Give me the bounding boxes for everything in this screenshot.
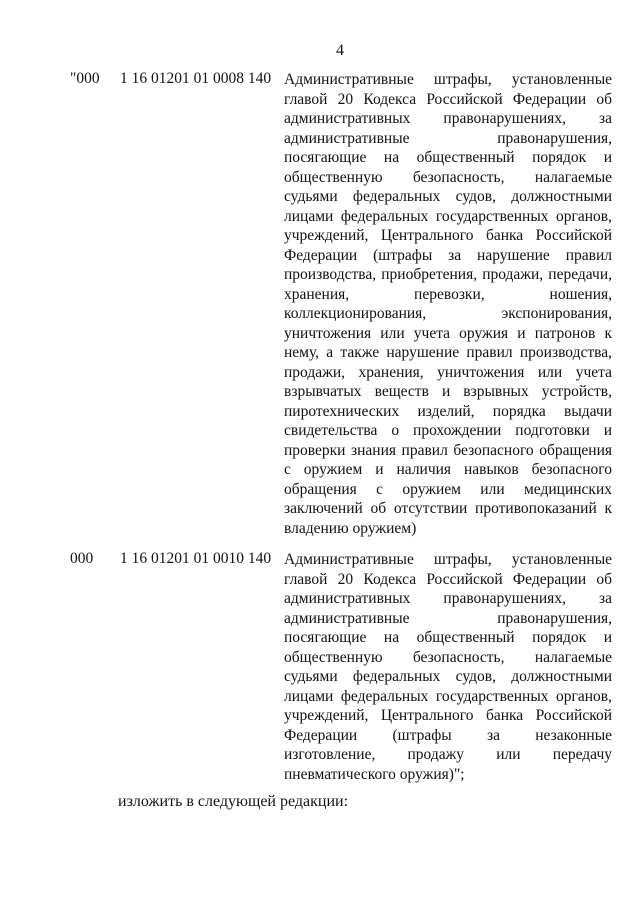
revenue-description: Административные штрафы, установленные главой 20 Кодекса Российской Федерации об административных правонарушениях, за административные правонарушения, посягающие на общественный порядок и общественную безопасность, налагаемые судьями федеральных судов, должностными лицами федеральных государственных органов, учреждений, Центрального банка Российской Федерации (штрафы за нарушение правил производства, приобретения, продажи, передачи, хранения, перевозки, ношения, коллекционирования, экспонирования, уничтожения или учета оружия и патронов к нему, а также нарушение правил производства, продажи, хранения, уничтожения или учета взрывчатых веществ и взрывных устройств, пиротехнических изделий, порядка выдачи свидетельства о прохождении подготовки и проверки знания правил безопасного обращения с оружием и наличия навыков безопасного обращения с оружием или медицинских заключений об отсутствии противопоказаний к владению оружием) (284, 71, 612, 537)
page-number: 4 (336, 42, 344, 59)
admin-code-prefix: "000 (70, 70, 100, 87)
revenue-description: Административные штрафы, установленные главой 20 Кодекса Российской Федерации об административных правонарушениях, за административные правонарушения, посягающие на общественный порядок и общественную безопасность, налагаемые судьями федеральных судов, должностными лицами федеральных государственных органов, учреждений, Центрального банка Российской Федерации (штрафы за незаконные изготовление, продажу или передачу пневматического оружия)"; (284, 551, 612, 783)
budget-classification-code: 1 16 01201 01 0010 140 (120, 550, 272, 567)
instruction-text: изложить в следующей редакции: (118, 793, 349, 810)
budget-classification-code: 1 16 01201 01 0008 140 (120, 70, 272, 87)
admin-code-prefix: 000 (70, 550, 94, 567)
